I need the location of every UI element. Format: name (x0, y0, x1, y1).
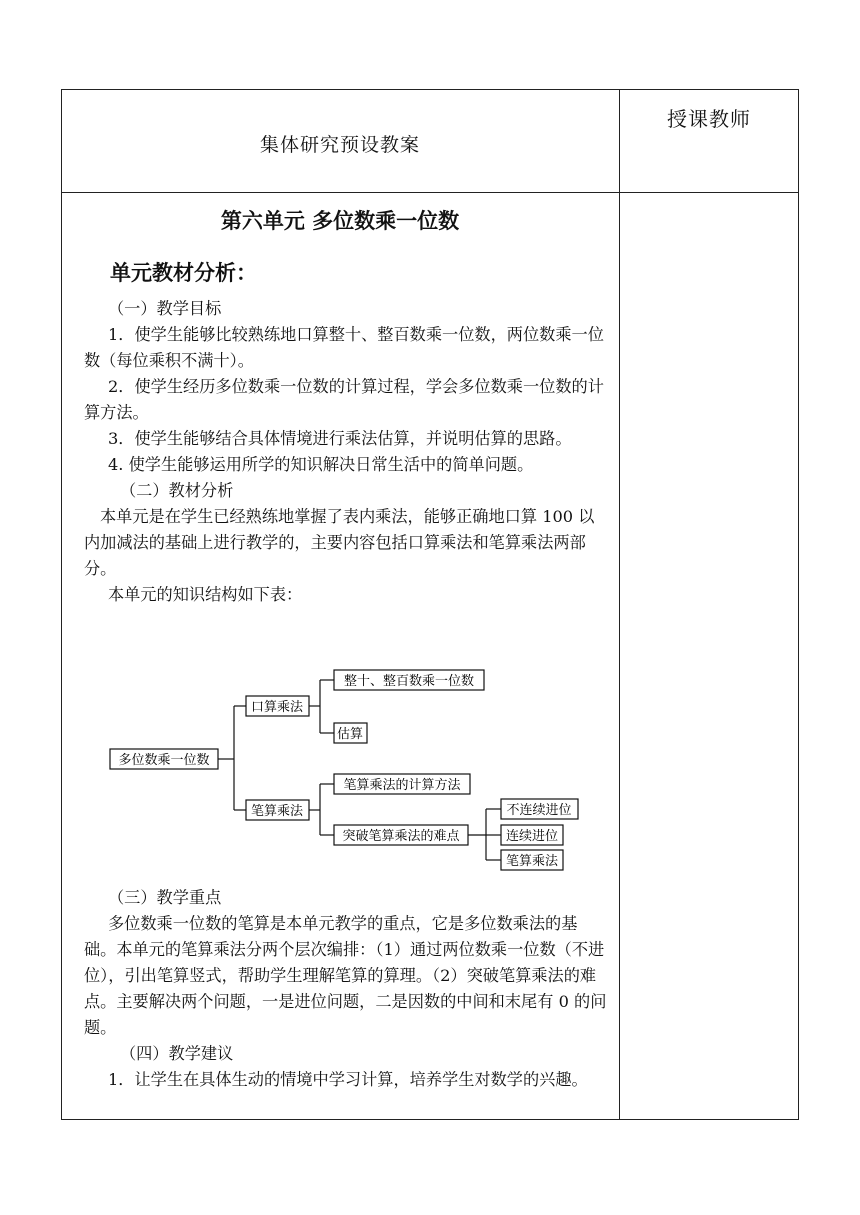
goals-heading: （一）教学目标 (108, 299, 222, 318)
teacher-label: 授课教师 (667, 107, 751, 131)
suggestion-item: 1．让学生在具体生动的情境中学习计算，培养学生对数学的兴趣。 (108, 1070, 588, 1089)
diagram-node-written-2-label: 突破笔算乘法的难点 (342, 829, 460, 844)
diagram-node-oral (246, 696, 309, 716)
diagram-node-root-label: 多位数乘一位数 (118, 753, 210, 768)
diagram-node-written-1-label: 笔算乘法的计算方法 (343, 778, 461, 793)
knowledge-structure-diagram (84, 665, 608, 879)
diagram-node-oral-label: 口算乘法 (250, 700, 304, 715)
diagram-node-difficulty-1 (501, 799, 578, 819)
diagram-node-written-label: 笔算乘法 (250, 804, 304, 819)
goal-item: 4. 使学生能够运用所学的知识解决日常生活中的简单问题。 (108, 455, 534, 474)
goal-item: 1．使学生能够比较熟练地口算整十、整百数乘一位数，两位数乘一位数（每位乘积不满十）。 (84, 325, 604, 370)
focus-heading: （三）教学重点 (108, 888, 222, 907)
diagram-node-difficulty-2-label: 连续进位 (505, 829, 559, 844)
goals-section (84, 296, 608, 608)
diagram-node-difficulty-3 (501, 850, 563, 870)
table-column-divider (619, 89, 620, 1120)
section-title: 单元教材分析： (110, 261, 257, 285)
diagram-node-oral-2 (334, 723, 367, 743)
diagram-node-root (110, 749, 218, 769)
diagram-node-oral-2-label: 估算 (336, 727, 364, 742)
structure-intro: 本单元的知识结构如下表： (108, 585, 303, 604)
analysis-paragraph: 本单元是在学生已经熟练地掌握了表内乘法，能够正确地口算 100 以内加减法的基础上进行教学的，主要内容包括口算乘法和笔算乘法两部分。 (84, 507, 595, 578)
diagram-node-difficulty-3-label: 笔算乘法 (505, 854, 559, 869)
goal-item: 2．使学生经历多位数乘一位数的计算过程，学会多位数乘一位数的计算方法。 (84, 377, 604, 422)
focus-section (84, 885, 608, 1093)
unit-title: 第六单元 多位数乘一位数 (220, 209, 460, 233)
document-title: 集体研究预设教案 (259, 134, 420, 156)
suggestions-heading: （四）教学建议 (120, 1044, 234, 1063)
diagram-node-difficulty-1-label: 不连续进位 (506, 803, 572, 818)
diagram-node-difficulty-2 (501, 825, 563, 845)
diagram-node-oral-1-label: 整十、整百数乘一位数 (343, 674, 475, 689)
diagram-node-written-2 (334, 825, 468, 845)
table-row-divider (61, 192, 799, 193)
diagram-node-written (246, 800, 309, 820)
goal-item: 3．使学生能够结合具体情境进行乘法估算，并说明估算的思路。 (108, 429, 572, 448)
analysis-heading: （二）教材分析 (120, 481, 234, 500)
diagram-node-written-1 (334, 774, 470, 794)
diagram-node-oral-1 (334, 670, 484, 690)
focus-paragraph: 多位数乘一位数的笔算是本单元教学的重点，它是多位数乘法的基础。本单元的笔算乘法分两个层次编排：（1）通过两位数乘一位数（不进位），引出笔算竖式，帮助学生理解笔算的算理。（2）突破笔算乘法的难点。主要解决两个问题，一是进位问题，二是因数的中间和末尾有 0 的问题。 (84, 914, 607, 1037)
